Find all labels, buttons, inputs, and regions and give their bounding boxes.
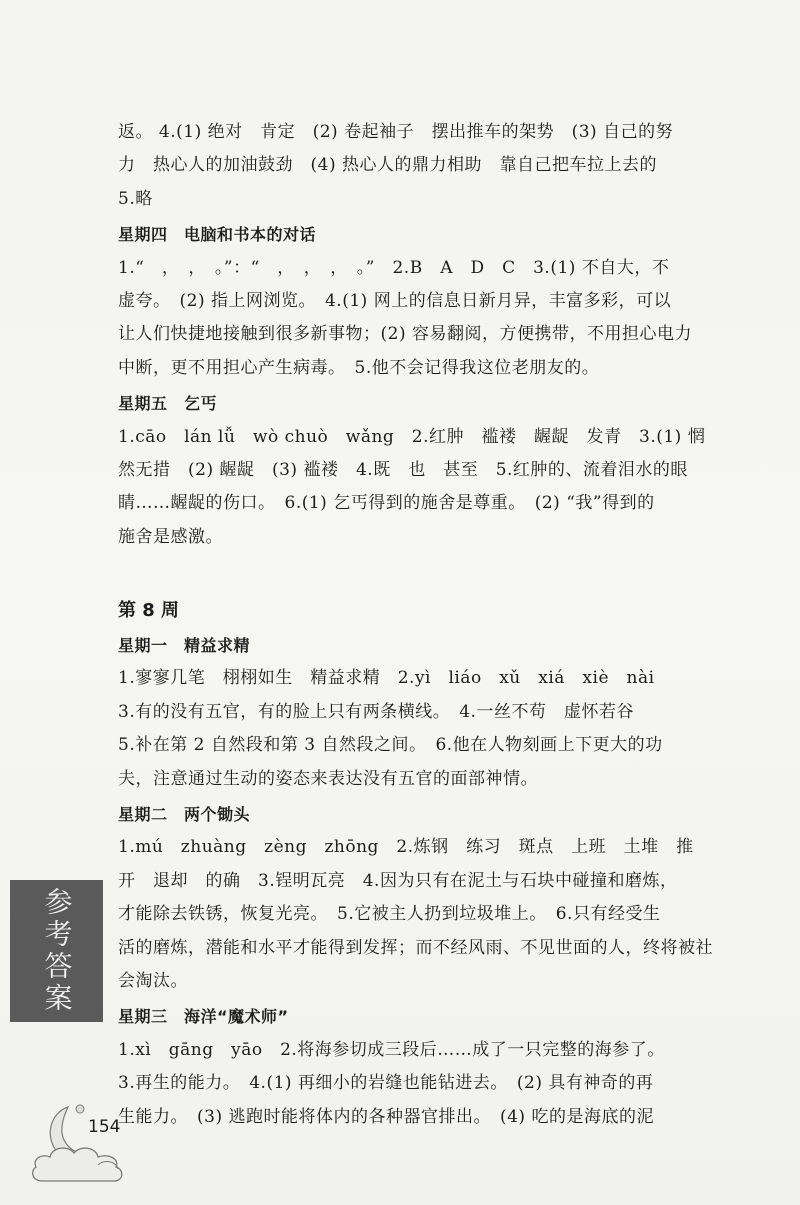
text-line: 生能力。 (3) 逃跑时能将体内的各种器官排出。 (4) 吃的是海底的泥	[118, 1106, 654, 1127]
text-line: 夫，注意通过生动的姿态来表达没有五官的面部神情。	[118, 768, 538, 789]
text-line: 让人们快捷地接触到很多新事物；(2) 容易翻阅，方便携带，不用担心电力	[118, 324, 692, 345]
text-line: 1.xì gāng yāo 2.将海参切成三段后……成了一只完整的海参了。	[118, 1039, 665, 1060]
text-line: 力 热心人的加油鼓劲 (4) 热心人的鼎力相助 靠自己把车拉上去的	[118, 155, 657, 176]
text-line: 1.mú zhuàng zèng zhōng 2.炼钢 练习 斑点 上班 土堆 推	[118, 837, 694, 858]
text-line: 开 退却 的确 3.锃明瓦亮 4.因为只有在泥土与石块中碰撞和磨炼，	[118, 870, 678, 891]
text-line: 活的磨炼，潜能和水平才能得到发挥；而不经风雨、不见世面的人，终将被社	[118, 937, 713, 958]
week-title: 第 8 周	[118, 600, 180, 622]
answer-key-tab	[10, 880, 103, 1022]
section-heading-thursday: 星期四 电脑和书本的对话	[118, 225, 317, 245]
text-line: 才能除去铁锈，恢复光亮。 5.它被主人扔到垃圾堆上。 6.只有经受生	[118, 904, 661, 925]
text-line: 5.略	[118, 188, 153, 209]
text-line: 虚夸。 (2) 指上网浏览。 4.(1) 网上的信息日新月异，丰富多彩，可以	[118, 290, 672, 311]
text-line: 3.再生的能力。 4.(1) 再细小的岩缝也能钻进去。 (2) 具有神奇的再	[118, 1073, 654, 1094]
text-line: 1.“ ， ， 。”：“ ， ， ， 。” 2.B A D C 3.(1) 不自大，不	[118, 257, 670, 278]
text-line: 中断，更不用担心产生病毒。 5.他不会记得我这位老朋友的。	[118, 357, 600, 378]
answer-key-label: 参考答案	[40, 887, 74, 1015]
section-heading-wednesday: 星期三 海洋“魔术师”	[118, 1007, 289, 1027]
text-line: 睛……龌龊的伤口。 6.(1) 乞丐得到的施舍是尊重。 (2) “我”得到的	[118, 493, 655, 514]
text-line: 然无措 (2) 龌龊 (3) 褴褛 4.既 也 甚至 5.红肿的、流着泪水的眼	[118, 459, 688, 480]
page-number: 154	[88, 1117, 121, 1137]
moon-cloud-icon	[28, 1095, 143, 1185]
section-heading-tuesday: 星期二 两个锄头	[118, 805, 251, 825]
section-heading-friday: 星期五 乞丐	[118, 394, 218, 414]
text-line: 施舍是感激。	[118, 526, 223, 547]
text-line: 会淘汰。	[118, 970, 188, 991]
text-line: 1.cāo lán lǚ wò chuò wǎng 2.红肿 褴褛 龌龊 发青 3.(1) 惘	[118, 426, 706, 447]
text-line: 返。 4.(1) 绝对 肯定 (2) 卷起袖子 摆出推车的架势 (3) 自己的努	[118, 122, 674, 142]
text-line: 3.有的没有五官，有的脸上只有两条横线。 4.一丝不苟 虚怀若谷	[118, 701, 634, 722]
text-line: 1.寥寥几笔 栩栩如生 精益求精 2.yì liáo xǔ xiá xiè nài	[118, 668, 655, 689]
text-line: 5.补在第 2 自然段和第 3 自然段之间。 6.他在人物刻画上下更大的功	[118, 735, 663, 756]
answer-content	[118, 116, 758, 1134]
section-heading-monday: 星期一 精益求精	[118, 636, 251, 656]
